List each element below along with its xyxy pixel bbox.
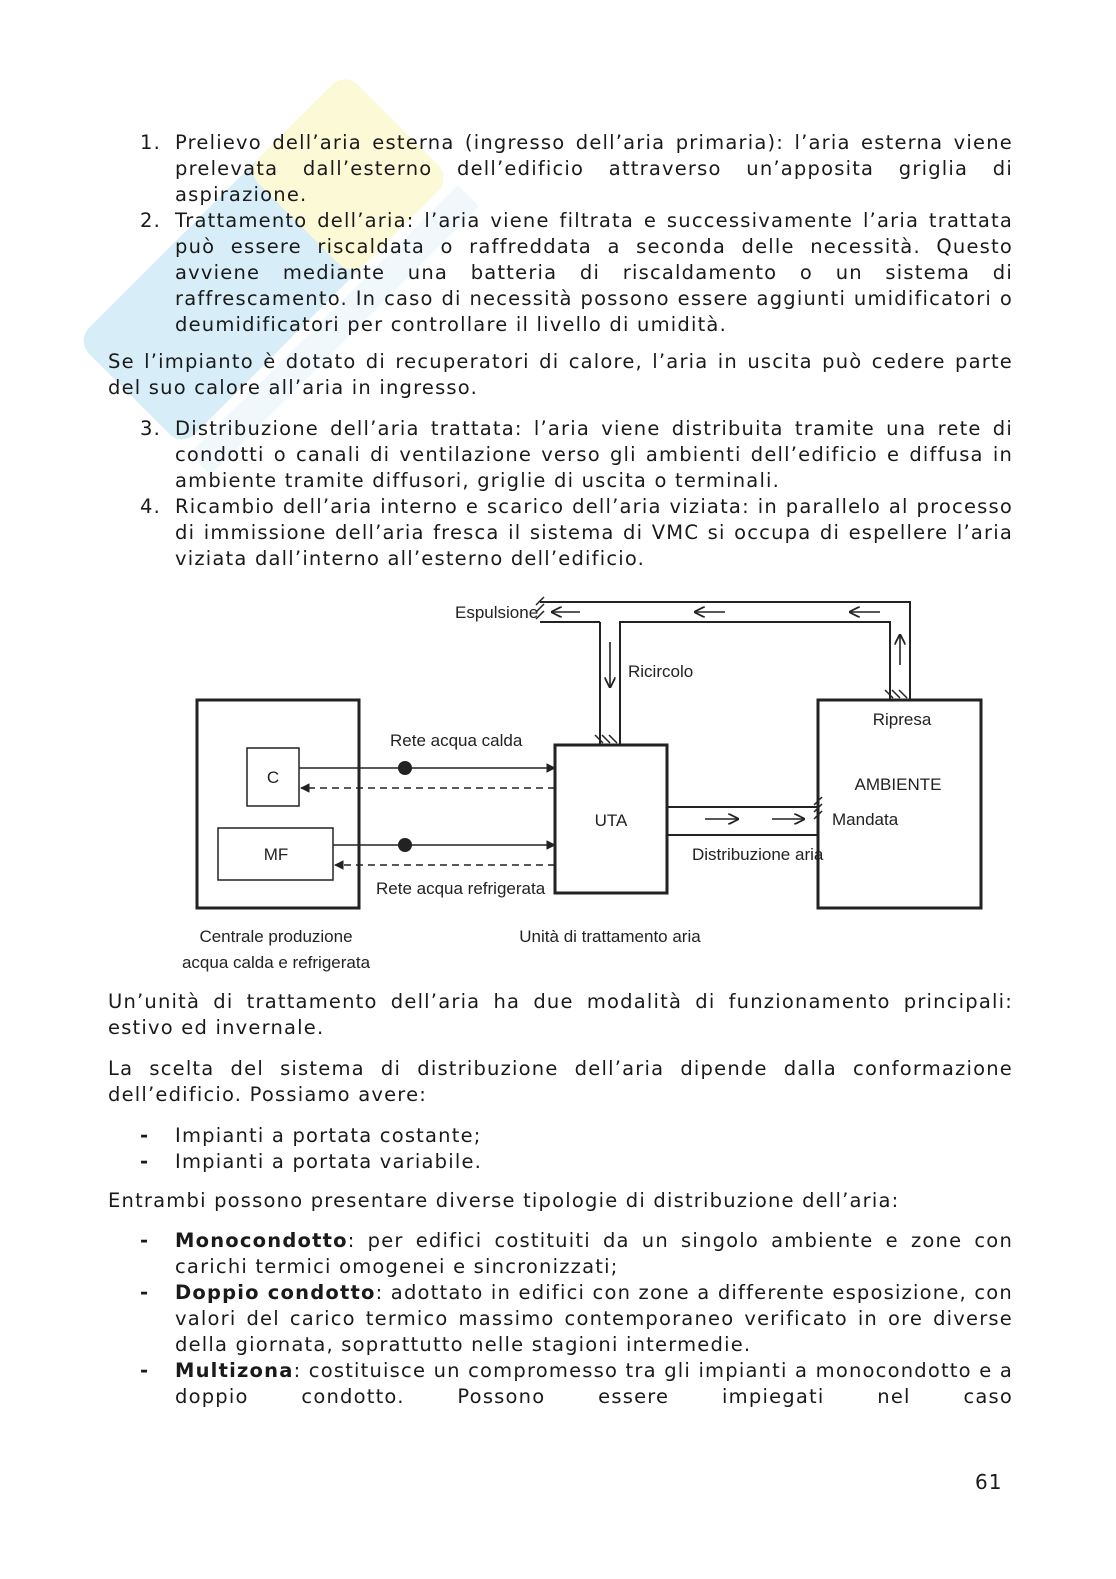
- list-bullet: -: [140, 1229, 150, 1252]
- list-text: Trattamento dell’aria: l’aria viene filtrata e successivamente l’aria trattata può essere riscaldata o raffreddata a seconda delle necessità. Questo avviene mediante una batteria di riscaldamento o un sistema di raffrescamento. In caso di necessità possono essere aggiunti umidificatori o deumidificatori per controllare il livello di umidità.: [175, 209, 1013, 336]
- list-item: [0, 130, 1013, 208]
- page-number: 61: [975, 1470, 1003, 1494]
- centrale-caption-line2: acqua calda e refrigerata: [181, 953, 371, 972]
- impianti-list: [0, 1123, 1116, 1175]
- ambiente-label: AMBIENTE: [854, 775, 942, 794]
- list-text: Prelievo dell’aria esterna (ingresso dell’aria primaria): l’aria esterna viene prelevata dall’esterno dell’edificio attraverso un’apposita griglia di aspirazione.: [175, 131, 1013, 206]
- paragraph-scelta: La scelta del sistema di distribuzione dell’aria dipende dalla conformazione dell’edificio. Possiamo avere:: [108, 1057, 1013, 1106]
- list-item: [0, 1358, 1013, 1410]
- list-item: [0, 494, 1013, 572]
- paragraph-modalita: Un’unità di trattamento dell’aria ha due modalità di funzionamento principali: estivo ed invernale.: [108, 990, 1013, 1039]
- uta-label: UTA: [594, 811, 628, 830]
- list-text: Impianti a portata costante;: [175, 1124, 482, 1147]
- list-item: [0, 1280, 1013, 1358]
- list-item: [0, 1149, 1013, 1175]
- espulsione-label: Espulsione: [455, 603, 539, 622]
- c-label: C: [266, 768, 280, 787]
- pump-icon: [398, 761, 412, 775]
- paragraph-entrambi: Entrambi possono presentare diverse tipologie di distribuzione dell’aria:: [108, 1189, 900, 1212]
- list-text: Impianti a portata variabile.: [175, 1150, 483, 1173]
- list-bullet: -: [140, 1150, 150, 1173]
- list-bullet: -: [140, 1359, 150, 1382]
- rete-calda-label: Rete acqua calda: [390, 731, 523, 750]
- list-item: [0, 208, 1013, 338]
- list-item: [0, 1228, 1013, 1280]
- uta-diagram: [180, 590, 1000, 980]
- ripresa-label: Ripresa: [872, 710, 932, 729]
- pump-icon: [398, 838, 412, 852]
- paragraph-recuperatori: Se l’impianto è dotato di recuperatori di calore, l’aria in uscita può cedere parte del suo calore all’aria in ingresso.: [108, 350, 1013, 399]
- ambiente-box: [818, 700, 981, 908]
- centrale-caption-line1: Centrale produzione: [199, 927, 353, 946]
- list-text: : costituisce un compromesso tra gli impianti a monocondotto e a doppio condotto. Possono essere impiegati nel caso: [175, 1359, 1013, 1408]
- term: Doppio condotto: [175, 1281, 376, 1304]
- uta-caption: Unità di trattamento aria: [519, 927, 701, 946]
- list-text: : adottato in edifici con zone a differente esposizione, con valori del carico termico massimo contemporaneo verificato in ore diverse della giornata, soprattutto nelle stagioni intermedie.: [175, 1281, 1013, 1356]
- term: Multizona: [175, 1359, 294, 1382]
- list-text: Ricambio dell’aria interno e scarico dell’aria viziata: in parallelo al processo di immissione dell’aria fresca il sistema di VMC si occupa di espellere l’aria viziata dall’interno all’esterno dell’edificio.: [175, 495, 1013, 570]
- centrale-box: [197, 700, 359, 908]
- list-text: Distribuzione dell’aria trattata: l’aria viene distribuita tramite una rete di condotti o canali di ventilazione verso gli ambienti dell’edificio e diffusa in ambiente tramite diffusori, griglie di uscita o terminali.: [175, 417, 1013, 492]
- list-number: 2.: [140, 209, 162, 232]
- ricircolo-label: Ricircolo: [628, 662, 694, 681]
- list-bullet: -: [140, 1281, 150, 1304]
- term: Monocondotto: [175, 1229, 348, 1252]
- mandata-label: Mandata: [832, 810, 899, 829]
- list-number: 1.: [140, 131, 162, 154]
- steps-list-a: [0, 130, 1116, 338]
- list-bullet: -: [140, 1124, 150, 1147]
- list-text: : per edifici costituiti da un singolo ambiente e zone con carichi termici omogenei e sincronizzati;: [175, 1229, 1013, 1278]
- list-number: 3.: [140, 417, 162, 440]
- distribuzione-aria-label: Distribuzione aria: [692, 845, 824, 864]
- list-number: 4.: [140, 495, 162, 518]
- steps-list-b: [0, 416, 1116, 572]
- mf-label: MF: [263, 845, 289, 864]
- list-item: [0, 416, 1013, 494]
- list-item: [0, 1123, 1013, 1149]
- rete-refrigerata-label: Rete acqua refrigerata: [376, 879, 546, 898]
- tipologie-list: [0, 1228, 1116, 1410]
